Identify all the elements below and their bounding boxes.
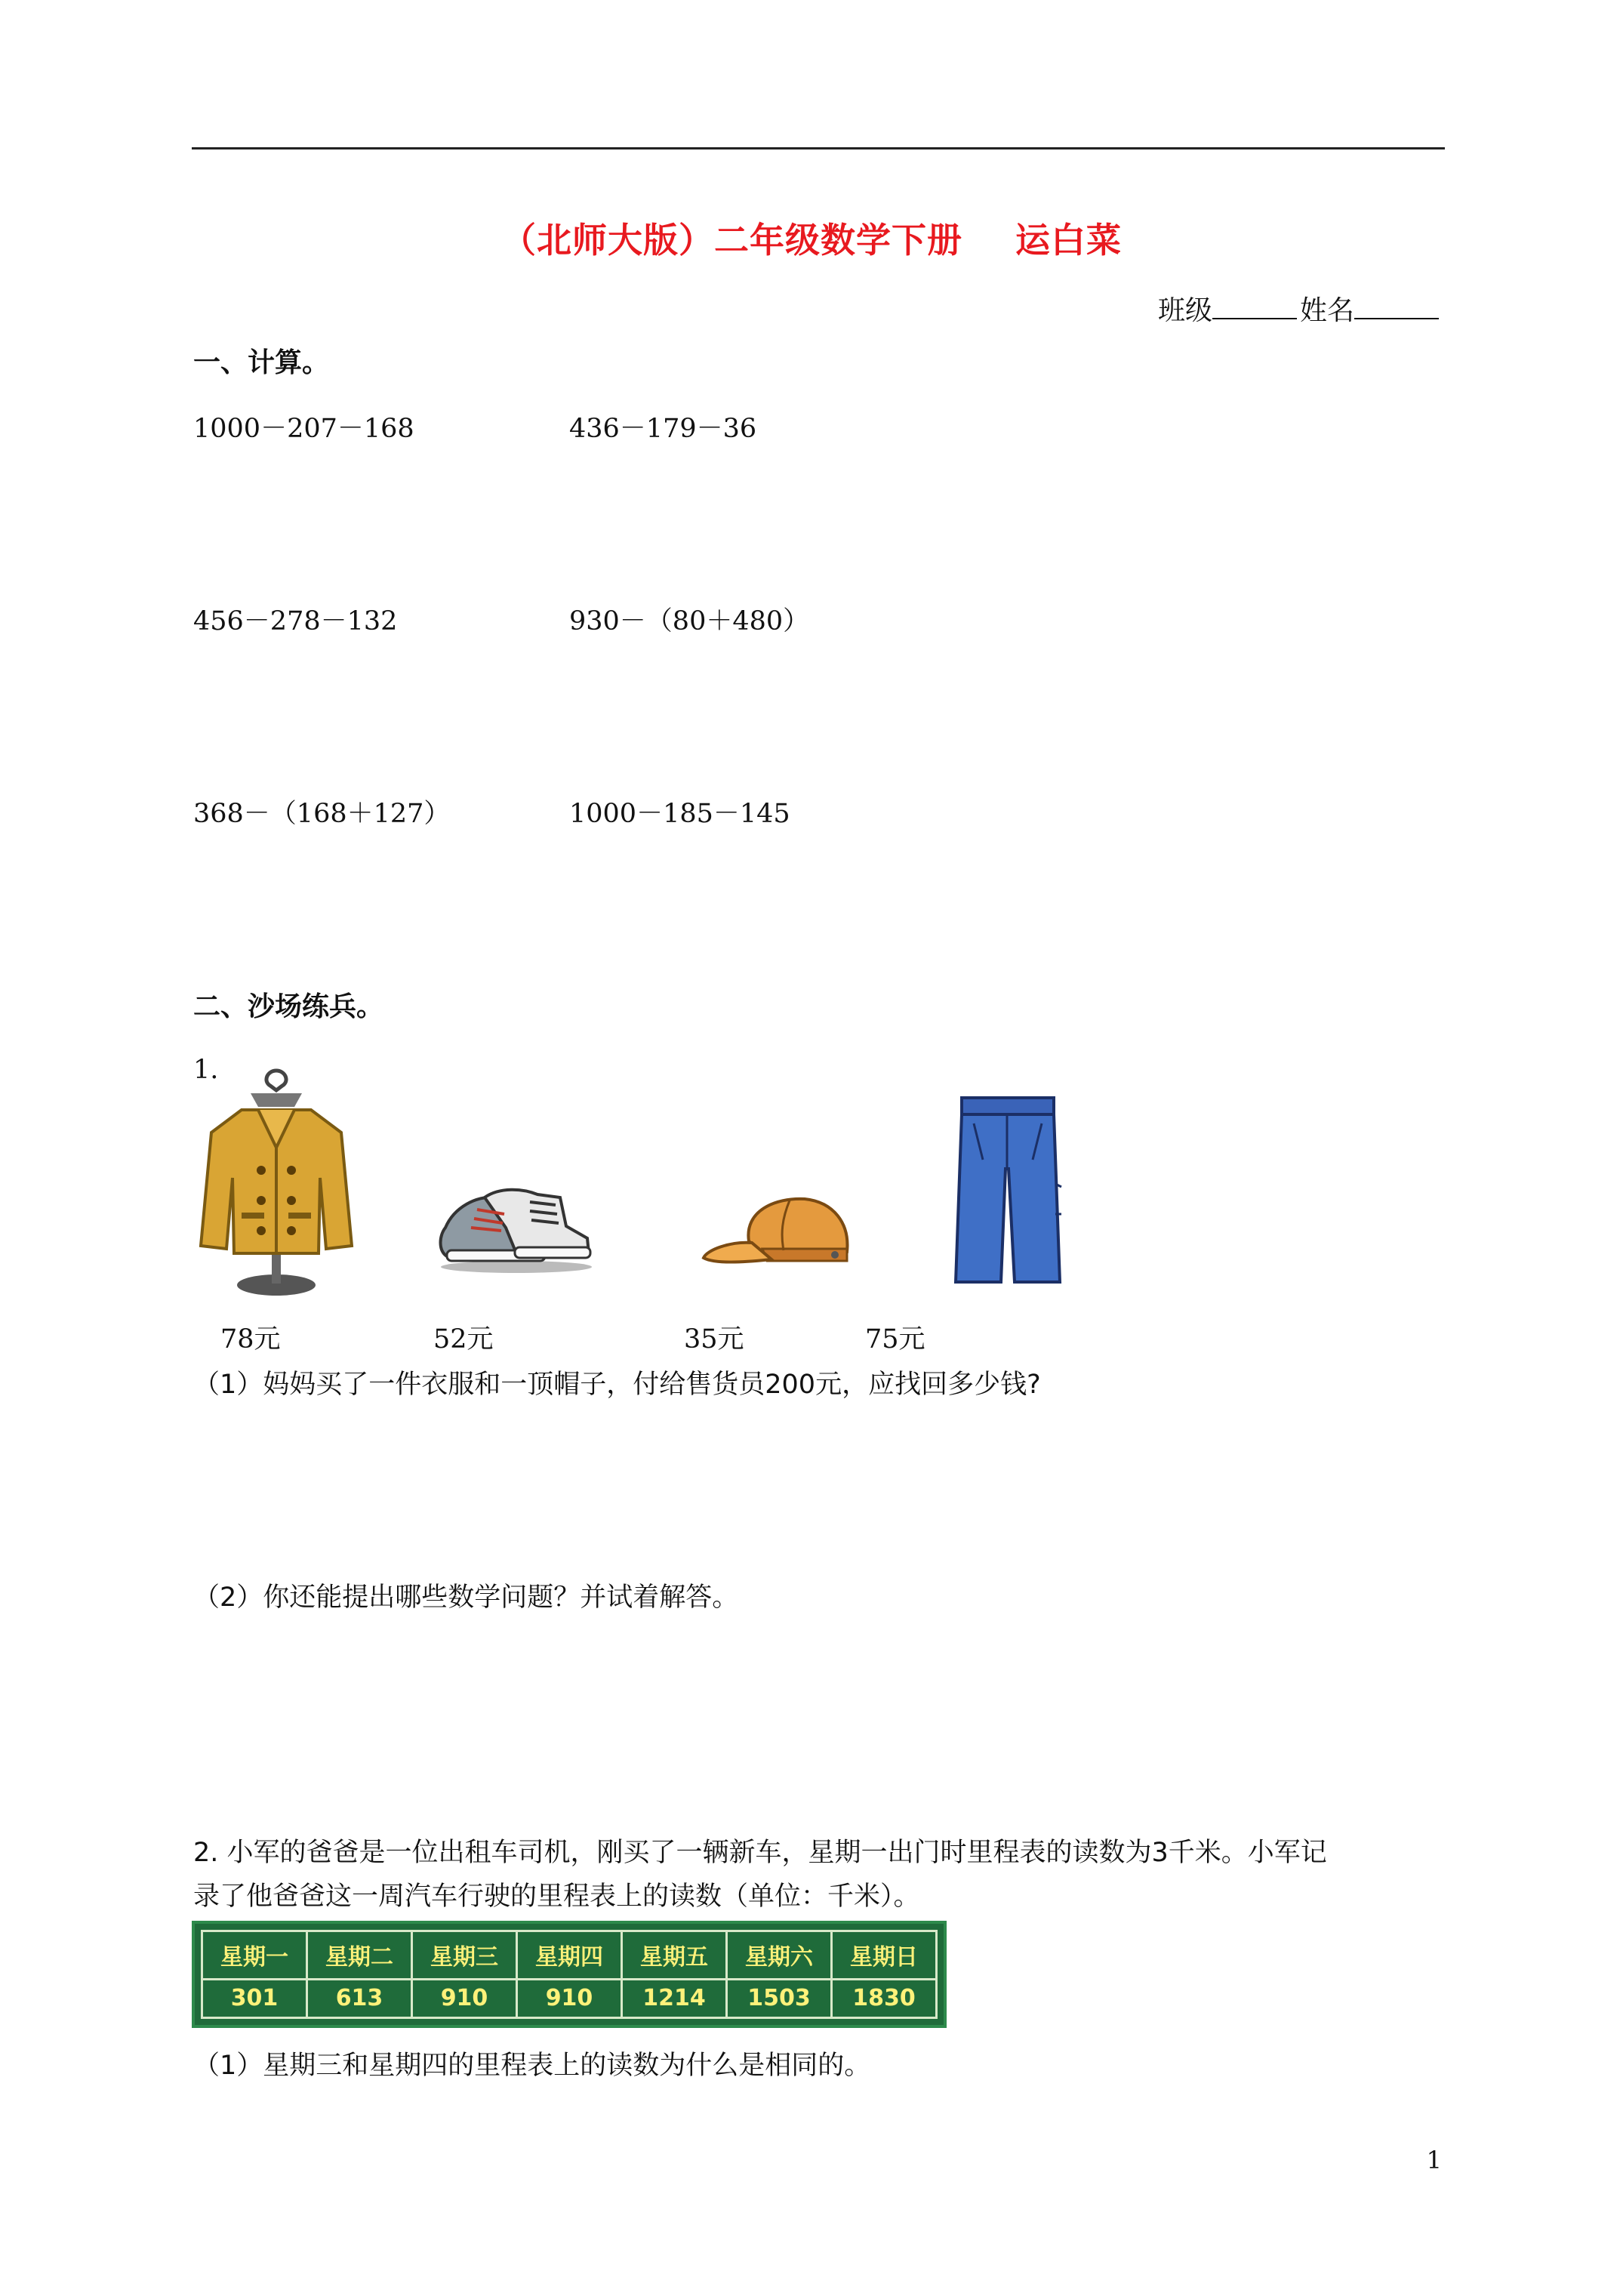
- name-blank[interactable]: [1354, 294, 1439, 319]
- class-name-line: [1158, 289, 1442, 328]
- question-2-line-1: 2. 小军的爸爸是一位出租车司机，刚买了一辆新车，星期一出门时里程表的读数为3千米。小军记: [193, 1838, 1327, 1868]
- expression-1: 1000－207－168: [193, 414, 414, 444]
- question-1-number: 1.: [193, 1055, 219, 1085]
- table-cell: 910: [517, 1979, 622, 2017]
- name-label: 姓名: [1299, 295, 1354, 326]
- class-blank[interactable]: [1212, 294, 1297, 319]
- question-1-sub-2: （2）你还能提出哪些数学问题？并试着解答。: [193, 1583, 739, 1613]
- class-label: 班级: [1157, 295, 1212, 326]
- table-header-cell: 星期二: [307, 1931, 412, 1980]
- expression-6: 1000－185－145: [569, 799, 790, 829]
- price-coat: 78元: [220, 1324, 281, 1354]
- table-cell: 1503: [727, 1979, 832, 2017]
- cap-icon: [699, 1188, 858, 1273]
- price-pants: 75元: [865, 1324, 925, 1354]
- section2-heading: 二、沙场练兵。: [193, 991, 384, 1022]
- table-header-cell: 星期五: [622, 1931, 727, 1980]
- header-rule: [192, 147, 1445, 149]
- pants-icon: [953, 1093, 1063, 1291]
- question-2-sub-1: （1）星期三和星期四的里程表上的读数为什么是相同的。: [193, 2051, 871, 2081]
- coat-icon: [198, 1065, 355, 1300]
- question-1-sub-1: （1）妈妈买了一件衣服和一顶帽子，付给售货员200元，应找回多少钱?: [193, 1370, 1041, 1400]
- page-number: 1: [1426, 2146, 1442, 2174]
- table-header-cell: 星期三: [412, 1931, 517, 1980]
- price-cap: 35元: [684, 1324, 744, 1354]
- page-title: （北师大版）二年级数学下册 运白菜: [501, 220, 1122, 260]
- table-cell: 1214: [622, 1979, 727, 2017]
- table-header-row: [202, 1931, 937, 1980]
- expression-3: 456－278－132: [193, 606, 398, 636]
- table-header-cell: 星期日: [832, 1931, 937, 1980]
- table-cell: 613: [307, 1979, 412, 2017]
- question-2-line-2: 录了他爸爸这一周汽车行驶的里程表上的读数（单位：千米）。: [193, 1881, 920, 1912]
- expression-2: 436－179－36: [569, 414, 757, 444]
- expression-4: 930－（80＋480）: [569, 606, 810, 636]
- expression-5: 368－（168＋127）: [193, 799, 451, 829]
- table-header-cell: 星期四: [517, 1931, 622, 1980]
- shoes-icon: [432, 1175, 599, 1274]
- table-row: [202, 1979, 937, 2017]
- price-shoes: 52元: [433, 1324, 494, 1354]
- table-header-cell: 星期六: [727, 1931, 832, 1980]
- table-cell: 1830: [832, 1979, 937, 2017]
- table-cell: 301: [202, 1979, 307, 2017]
- odometer-table: [192, 1921, 947, 2028]
- section1-heading: 一、计算。: [193, 347, 330, 378]
- table-cell: 910: [412, 1979, 517, 2017]
- table-header-cell: 星期一: [202, 1931, 307, 1980]
